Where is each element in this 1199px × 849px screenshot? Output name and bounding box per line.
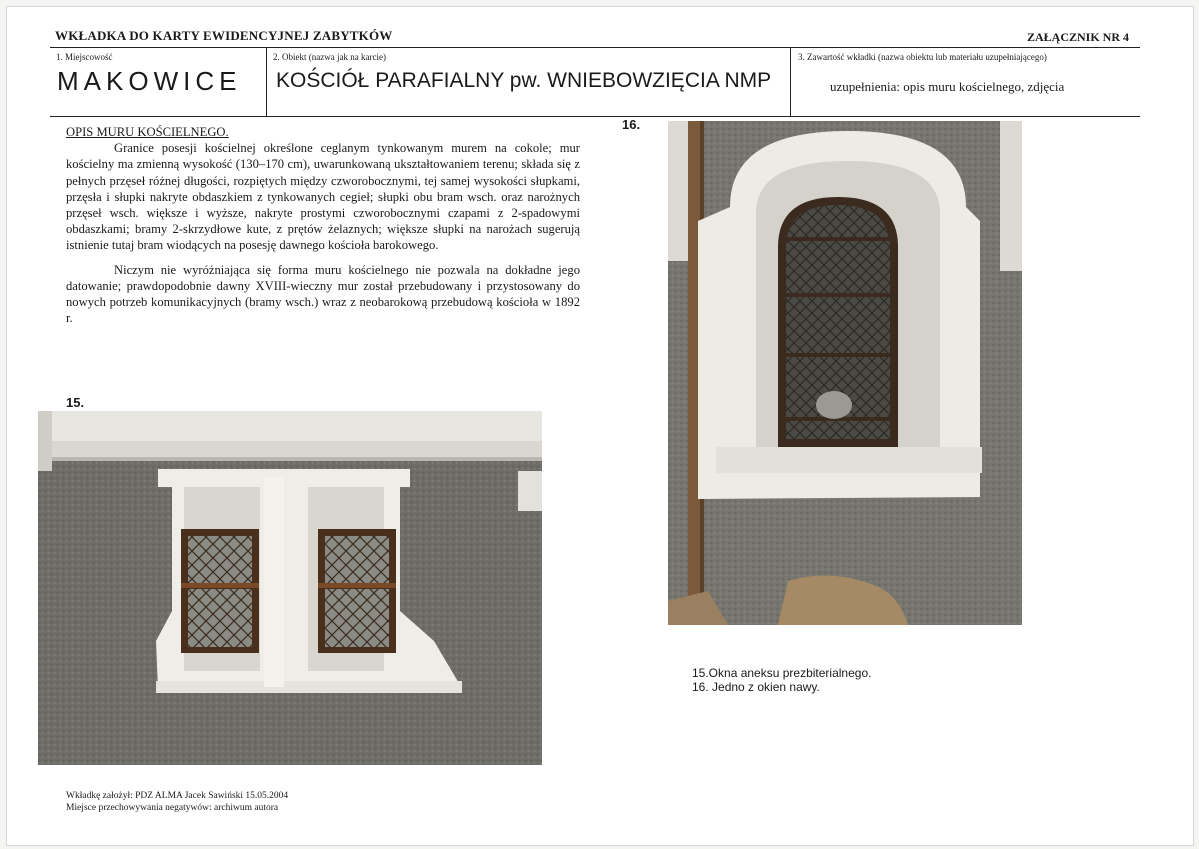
photo-15-annex-windows: [38, 411, 542, 765]
photo-15-image: [38, 411, 542, 765]
photo-number-16: 16.: [622, 117, 641, 132]
document-title: WKŁADKA DO KARTY EWIDENCYJNEJ ZABYTKÓW: [55, 28, 393, 43]
header-bottom-rule: [50, 116, 1140, 117]
contents-label: 3. Zawartość wkładki (nazwa obiektu lub materiału uzupełniającego): [798, 52, 1047, 62]
caption-15: 15.Okna aneksu prezbiterialnego.: [692, 666, 872, 680]
location-label: 1. Miejscowość: [56, 52, 113, 62]
wall-description: [66, 124, 580, 326]
photo-captions: [692, 666, 871, 694]
field-separator: [266, 47, 267, 116]
location-value: MAKOWICE: [57, 66, 242, 96]
contents-value: uzupełnienia: opis muru kościelnego, zdjęcia: [830, 79, 1065, 94]
caption-16: 16. Jedno z okien nawy.: [692, 680, 820, 694]
object-value: KOŚCIÓŁ PARAFIALNY pw. WNIEBOWZIĘCIA NMP: [276, 69, 772, 92]
description-paragraph: Niczym nie wyróżniająca się forma muru kościelnego nie pozwala na dokładne jego datowanie; prawdopodobnie dawny XVIII-wieczny mur został przebudowany i przystosowany do nowych potrzeb komunikacyjnych (bramy wsch.) wraz z neobarokową przebudową kościoła w 1892 r.: [66, 262, 580, 326]
photo-number-15: 15.: [66, 395, 85, 410]
footer-negatives: Miejsce przechowywania negatywów: archiwum autora: [66, 803, 279, 813]
section-title: OPIS MURU KOŚCIELNEGO.: [66, 125, 229, 139]
field-separator: [790, 47, 791, 116]
header-top-rule: [50, 47, 1140, 48]
photo-16-nave-window: [668, 121, 1022, 625]
annex-number: ZAŁĄCZNIK NR 4: [1026, 30, 1129, 44]
object-label: 2. Obiekt (nazwa jak na karcie): [273, 52, 386, 62]
footer-author: Wkładkę założył: PDZ ALMA Jacek Sawiński 15.05.2004: [66, 791, 289, 801]
document-footer: [66, 790, 288, 814]
description-paragraph: Granice posesji kościelnej określone ceglanym tynkowanym murem na cokole; mur kościelny ma zmienną wysokość (130–170 cm), uwarunkowaną ukształtowaniem terenu; składa się z pełnych przęseł różnej długości, rozpiętych między czworobocznymi, tej samej wysokości słupkami, przęsła i słupki nakryte obdaszkiem z tynkowanych cegieł; słupki obu bram wsch. oraz narożnych przęseł wsch. większe i wyższe, nakryte prostymi czworobocznymi czapami z 2-spadowymi obdaszkami; bramy 2-skrzydłowe kute, z prętów żelaznych; większe słupki na narożach sugerują istnienie tutaj bram wiodących na posesję dawnego kościoła barokowego.: [66, 141, 580, 253]
photo-16-image: [668, 121, 1022, 625]
